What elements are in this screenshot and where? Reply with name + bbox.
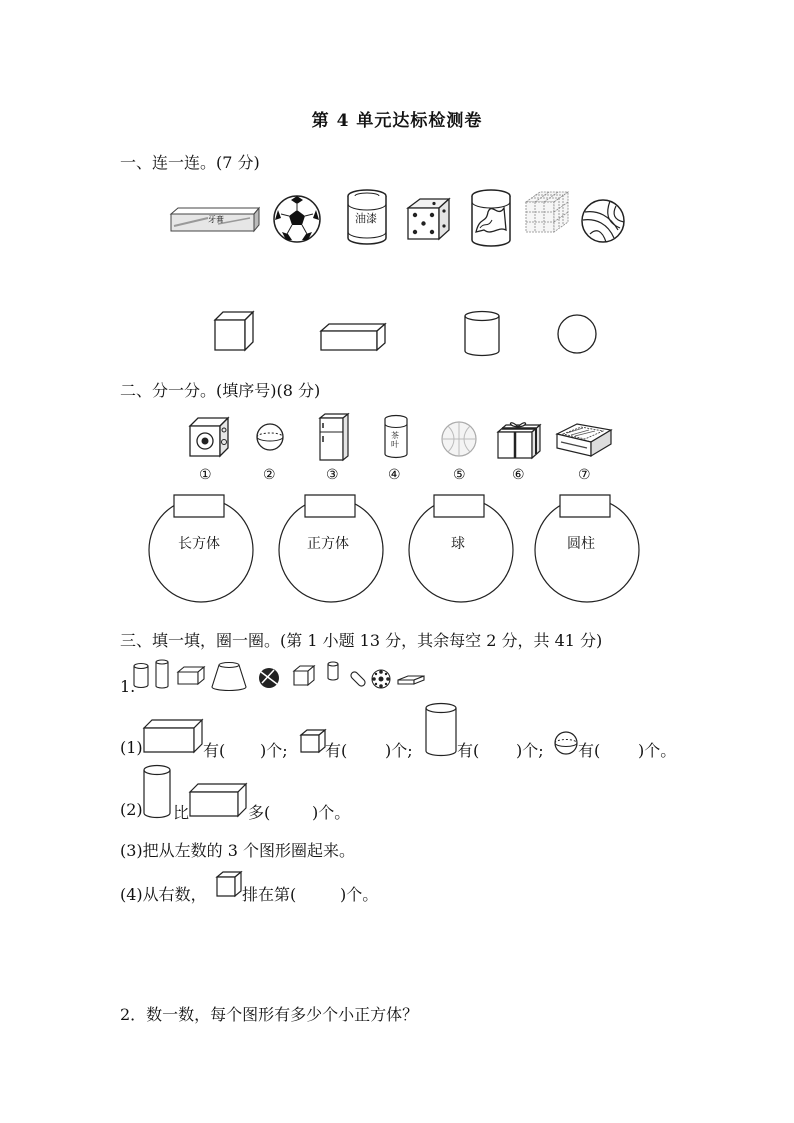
question-2-text: 2．数一数，每个图形有多少个小正方体？ <box>120 1005 419 1024</box>
section-3-heading: 三、填一填，圈一圈。(第 1 小题 13 分，其余每空 2 分，共 41 分) <box>120 631 603 650</box>
answer-box-sphere <box>434 495 484 517</box>
q1-1-text: 有( <box>457 741 480 760</box>
item-number: ⑦ <box>578 467 591 483</box>
item-number: ① <box>199 467 212 483</box>
item-number: ③ <box>326 467 339 483</box>
food-can-image <box>468 188 514 248</box>
q1-1-text: 有( <box>325 741 348 760</box>
sorting-circles <box>0 490 794 615</box>
speaker-cube-image <box>188 416 230 458</box>
paint-can-label: 油漆 <box>355 212 377 225</box>
group-label-cube: 正方体 <box>307 536 349 552</box>
section-2-heading: 二、分一分。(填序号)(8 分) <box>120 381 321 400</box>
q1-1-text: 有( <box>578 741 601 760</box>
gift-box-image <box>496 418 542 460</box>
rubiks-cube-image <box>522 188 572 240</box>
q1-2-text: 多( <box>248 803 271 822</box>
q1-2-cylinder-shape <box>141 764 177 820</box>
item-number: ② <box>263 467 276 483</box>
cube-shape <box>213 310 255 352</box>
q1-1-cylinder-shape <box>423 702 459 758</box>
answer-box-cylinder <box>560 495 610 517</box>
answer-box-cube <box>305 495 355 517</box>
dice-image <box>404 196 452 242</box>
q1-1-text: )个。 <box>638 741 677 760</box>
q1-shape-row <box>128 658 428 694</box>
cylinder-shape <box>462 310 502 358</box>
page-title: 第 4 单元达标检测卷 <box>311 111 483 131</box>
q1-1-text: 有( <box>203 741 226 760</box>
q1-1-text: )个; <box>516 741 544 760</box>
section-1-heading: 一、连一连。(7 分) <box>120 153 260 172</box>
sphere-shape <box>556 313 598 355</box>
q1-2-text: 比 <box>173 803 190 822</box>
soccer-ball-image <box>272 194 322 244</box>
ball-image <box>255 422 285 452</box>
fridge-image <box>318 412 350 462</box>
group-label-cylinder: 圆柱 <box>567 536 595 552</box>
cuboid-shape <box>319 322 387 352</box>
q1-1-text: )个; <box>385 741 413 760</box>
item-number: ④ <box>388 467 401 483</box>
q1-4-text: 排在第( <box>242 885 297 904</box>
tea-can-label: 茶叶 <box>391 431 399 449</box>
q1-1-text: )个; <box>260 741 288 760</box>
group-label-cuboid: 长方体 <box>178 536 220 552</box>
q1-4-cube-shape <box>215 870 243 898</box>
volleyball-image <box>580 198 626 244</box>
q1-2-number: (2) <box>120 800 143 819</box>
item-number: ⑤ <box>453 467 466 483</box>
q1-2-text: )个。 <box>312 803 351 822</box>
q1-1-sphere-shape <box>553 730 579 756</box>
question-1-number: 1. <box>120 677 136 696</box>
q1-1-cube-shape <box>299 728 327 754</box>
group-label-sphere: 球 <box>451 536 465 552</box>
answer-box-cuboid <box>174 495 224 517</box>
flat-box-image <box>553 420 613 460</box>
toothpaste-label: 牙膏 <box>208 215 224 224</box>
q1-4-text: )个。 <box>340 885 379 904</box>
basketball-image <box>440 420 478 458</box>
item-number: ⑥ <box>512 467 525 483</box>
q1-1-number: (1) <box>120 738 143 757</box>
q1-3-text: (3)把从左数的 3 个图形圈起来。 <box>120 841 356 860</box>
q1-2-cuboid-shape <box>188 782 248 818</box>
q1-4-text: (4)从右数， <box>120 885 207 904</box>
q1-1-cuboid-shape <box>142 718 204 754</box>
